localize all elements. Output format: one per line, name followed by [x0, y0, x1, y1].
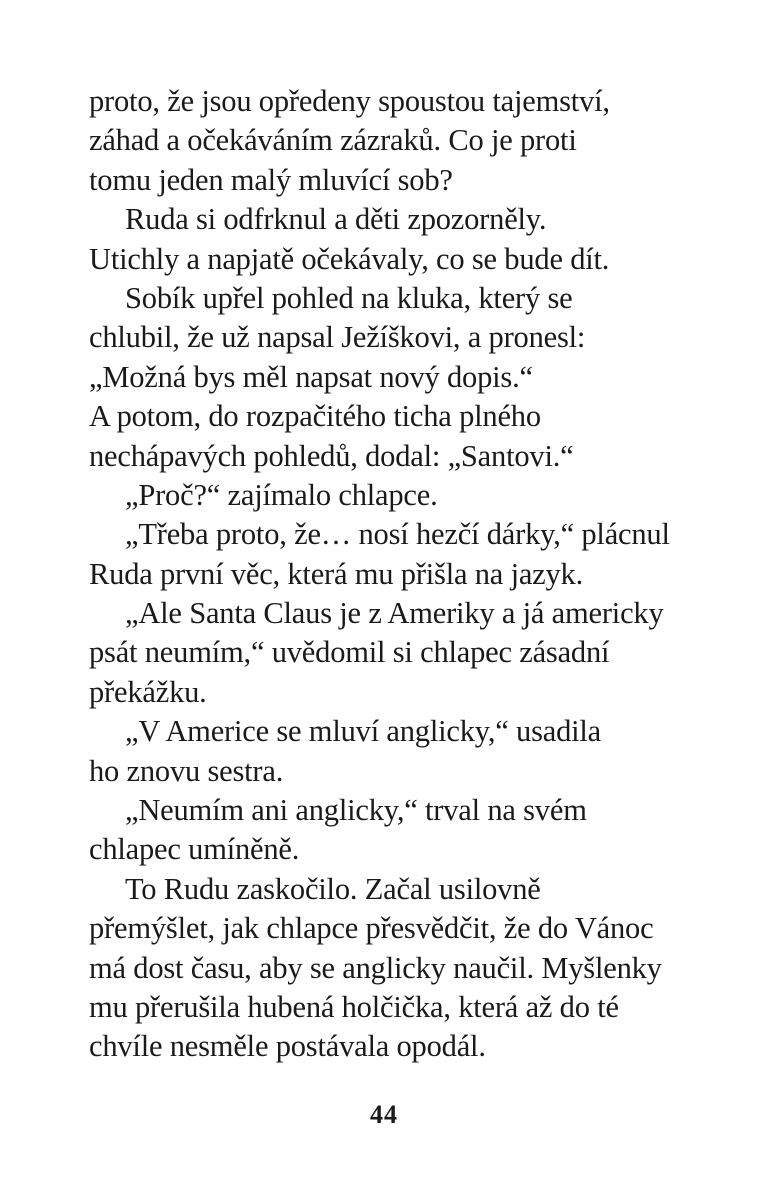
text-line: „V Americe se mluví anglicky,“ usadila: [125, 714, 602, 749]
text-line: Ruda první věc, která mu přišla na jazyk.: [89, 556, 584, 591]
page-number: 44: [370, 1100, 398, 1129]
text-line: psát neumím,“ uvědomil si chlapec zásadní: [89, 635, 610, 670]
text-line: Utichly a napjatě očekávaly, co se bude dít.: [89, 241, 610, 276]
text-line: „Třeba proto, že… nosí hezčí dárky,“ plácnul: [125, 517, 670, 552]
text-line: záhad a očekáváním zázraků. Co je proti: [89, 123, 577, 158]
text-line: chvíle nesměle postávala opodál.: [89, 1029, 486, 1064]
body-text: [89, 82, 689, 1067]
text-line: Sobík upřel pohled na kluka, který se: [125, 280, 573, 315]
text-line: mu přerušila hubená holčička, která až do té: [89, 989, 619, 1024]
text-line: překážku.: [89, 674, 207, 709]
text-line: A potom, do rozpačitého ticha plného: [89, 399, 541, 434]
text-line: „Neumím ani anglicky,“ trval na svém: [125, 793, 587, 828]
text-line: proto, že jsou opředeny spoustou tajemství,: [89, 84, 610, 118]
text-line: tomu jeden malý mluvící sob?: [89, 162, 453, 197]
text-line: „Proč?“ zajímalo chlapce.: [125, 477, 438, 512]
text-line: „Ale Santa Claus je z Ameriky a já americky: [125, 596, 664, 631]
text-line: chlapec umíněně.: [89, 832, 300, 867]
text-line: přemýšlet, jak chlapce přesvědčit, že do Vánoc: [89, 911, 654, 946]
text-line: chlubil, že už napsal Ježíškovi, a pronesl:: [89, 320, 586, 355]
text-line: má dost času, aby se anglicky naučil. Myšlenky: [89, 950, 662, 985]
text-line: To Rudu zaskočilo. Začal usilovně: [125, 871, 541, 906]
text-line: Ruda si odfrknul a děti zpozorněly.: [125, 202, 547, 237]
text-line: „Možná bys měl napsat nový dopis.“: [89, 359, 533, 394]
text-line: ho znovu sestra.: [89, 753, 284, 788]
text-line: nechápavých pohledů, dodal: „Santovi.“: [89, 438, 574, 473]
